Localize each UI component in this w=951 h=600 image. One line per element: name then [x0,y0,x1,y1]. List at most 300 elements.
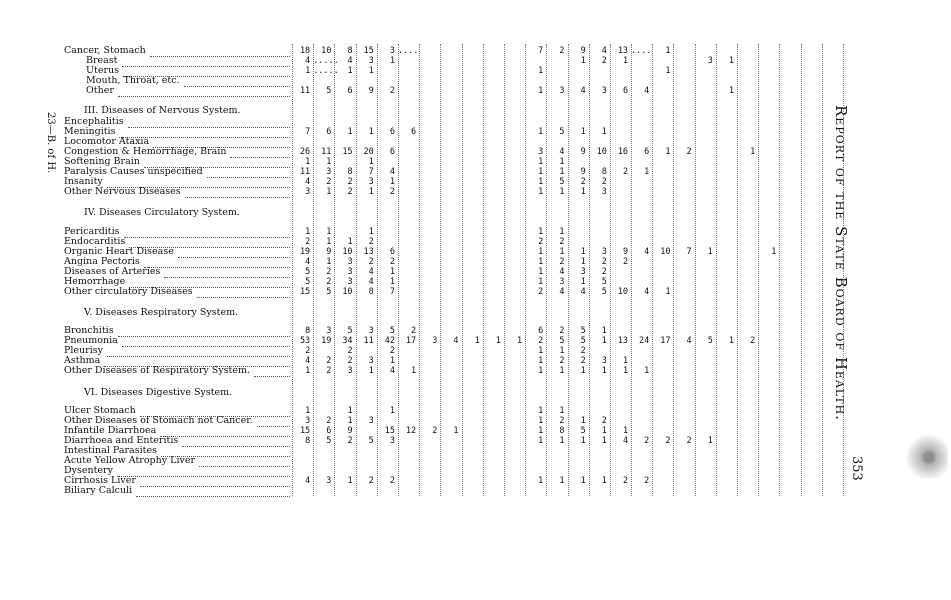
table-cell: 1 [538,267,544,277]
column-rule [779,44,780,496]
table-cell: 3 [326,326,332,336]
row-label: Intestinal Parasites [64,445,157,456]
row-label: Biliary Calculi [64,485,133,496]
table-row [64,486,292,496]
table-cell: 2 [559,46,565,56]
table-cell: 1 [368,157,374,167]
row-label: Asthma [64,355,101,366]
table-cell: 1 [368,127,374,137]
table-cell: 1 [347,476,353,486]
table-cell: 2 [622,167,629,177]
leader-dots [197,287,290,298]
column-rule [716,44,717,496]
table-cell: 2 [368,257,374,267]
table-row [64,287,292,297]
table-cell: 3 [559,86,565,96]
table-cell: 4 [368,267,374,277]
table-cell: 5 [368,436,374,446]
table-cell: 8 [305,436,311,446]
row-label: Organic Heart Disease [64,246,174,257]
table-cell: 3 [538,147,544,157]
column-rule [843,44,844,496]
table-cell: 3 [601,86,607,96]
table-cell: 4 [305,356,311,366]
table-cell: 1 [771,247,777,257]
table-cell: 1 [665,147,671,157]
table-cell: 1 [538,277,544,287]
table-cell: 5 [347,326,353,336]
table-cell: 1 [516,336,523,346]
table-cell: 8 [559,426,565,436]
table-cell: 5 [559,177,565,187]
table-cell: 1 [538,426,544,436]
table-cell: 3 [326,167,332,177]
table-cell: 1 [368,227,374,237]
table-cell: 6 [538,326,544,336]
table-cell: 9 [580,46,586,56]
table-cell: 5 [580,336,586,346]
table-cell: 1 [580,277,586,287]
table-cell: 7 [686,247,692,257]
table-cell: 17 [660,336,671,346]
table-cell: 6 [389,247,395,257]
table-cell: 1 [559,247,565,257]
left-margin-signature: 23—B. of H. [45,112,56,174]
table-cell: 1 [559,167,565,177]
table-cell: 2 [559,356,565,366]
table-cell: 2 [559,237,565,247]
table-cell: 1 [326,227,332,237]
table-cell: 1 [538,247,544,257]
table-cell: 4 [305,476,311,486]
table-cell: 1 [347,66,353,76]
table-cell: 12 [405,426,417,436]
row-label: Ulcer Stomach [64,405,136,416]
table-cell: 1 [622,56,629,66]
row-label: Encephalitis [64,116,124,127]
row-label: Other circulatory Diseases [64,286,193,297]
table-cell: 2 [305,237,311,247]
row-label: Pleurisy [64,345,103,356]
table-cell: 4 [453,336,459,346]
table-cell: 18 [299,46,311,56]
table-cell: 1 [601,426,607,436]
table-cell: 3 [347,267,353,277]
table-cell: 2 [538,237,544,247]
column-rule [631,44,632,496]
table-cell: 1 [728,336,735,346]
table-cell: 1 [538,187,544,197]
table-cell: 1 [559,187,565,197]
table-cell: 1 [538,406,544,416]
column-rule [483,44,484,496]
table-cell: 2 [389,187,395,197]
row-label: Congestion & Hemorrhage, Brain [64,146,227,157]
table-cell: 3 [368,356,374,366]
section-heading: V. Diseases Respiratory System. [84,307,239,318]
table-cell: 4 [559,287,565,297]
table-cell: 20 [363,147,374,157]
table-cell: 42 [384,336,395,346]
table-cell: 2 [644,476,650,486]
table-cell: 2 [368,237,374,247]
table-cell: 15 [384,426,395,436]
table-cell: 1 [474,336,480,346]
table-cell: 3 [389,46,395,56]
row-label: Insanity [64,176,103,187]
table-cell: 1 [665,46,671,56]
table-cell: 8 [601,167,607,177]
ink-smudge [900,432,948,478]
column-rule [504,44,505,496]
table-cell: 6 [622,86,629,96]
table-cell: 3 [347,257,353,267]
table-cell: 1 [580,127,586,137]
table-cell: 4 [305,56,311,66]
table-cell: 2 [538,287,544,297]
table-cell: 2 [622,476,629,486]
table-cell: 1 [580,247,586,257]
table-cell: 8 [347,167,353,177]
table-cell: 5 [326,86,332,96]
table-cell: 11 [299,167,311,177]
table-cell: 1 [347,127,353,137]
table-cell: 15 [299,426,311,436]
table-cell: 3 [347,366,353,376]
table-cell: 2 [580,177,586,187]
table-cell: 2 [347,346,353,356]
section-heading: IV. Diseases Circulatory System. [84,207,240,218]
table-cell: 1 [538,66,544,76]
table-cell: 2 [750,336,756,346]
table-cell: 1 [389,267,395,277]
table-cell: 2 [389,257,395,267]
table-cell: 2 [644,436,650,446]
table-cell: 2 [326,177,332,187]
table-cell: 1 [347,406,353,416]
table-cell: 1 [305,157,311,167]
table-cell: 5 [559,127,565,137]
table-cell: 10 [660,247,671,257]
table-cell: 8 [347,46,353,56]
table-cell: 5 [389,326,395,336]
table-cell: 6 [389,127,395,137]
table-cell: 4 [580,86,586,96]
table-cell: 1 [580,416,586,426]
table-cell: 3 [580,267,586,277]
table-cell: 8 [368,287,374,297]
table-cell: 1 [538,356,544,366]
table-cell: 2 [389,86,395,96]
table-cell: 1 [707,436,713,446]
table-cell: 1 [601,326,607,336]
table-cell: 4 [305,257,311,267]
table-cell: 2 [368,476,374,486]
table-cell: 7 [305,127,311,137]
table-cell: 6 [644,147,650,157]
table-cell: 5 [326,287,332,297]
table-cell: 2 [411,326,417,336]
table-row [64,187,292,197]
section-heading: III. Diseases of Nervous System. [84,105,241,116]
table-cell: 6 [389,147,395,157]
table-cell: 1 [559,227,565,237]
table-cell: 1 [580,476,586,486]
row-label: Uterus [86,65,119,76]
table-cell: 1 [601,127,607,137]
table-cell: 1 [538,436,544,446]
table-cell: 2 [580,346,586,356]
table-cell: .... [397,46,419,56]
table-cell: 7 [538,46,544,56]
table-cell: 5 [601,287,607,297]
table-cell: 1 [707,247,713,257]
table-cell: 2 [559,326,565,336]
table-cell: 1 [538,346,544,356]
table-cell: 4 [644,287,650,297]
table-cell: 1 [305,366,311,376]
table-cell: 9 [622,247,629,257]
table-cell: 6 [347,86,353,96]
table-cell: 34 [342,336,353,346]
table-cell: 1 [644,366,650,376]
table-cell: 1 [305,66,311,76]
table-cell: 2 [538,336,544,346]
table-cell: 1 [728,86,735,96]
leader-dots [136,486,290,497]
table-cell: 2 [559,416,565,426]
table-cell: 10 [596,147,607,157]
table-cell: 1 [580,366,586,376]
table-cell: 17 [405,336,417,346]
table-cell: 4 [580,287,586,297]
table-row [64,86,292,96]
table-cell: 4 [559,147,565,157]
leader-dots [118,86,290,97]
table-cell: 2 [686,436,692,446]
table-cell: 1 [580,257,586,267]
table-cell: 1 [368,366,374,376]
leader-dots [185,187,290,198]
row-label: Pericarditis [64,226,120,237]
table-cell: 1 [538,476,544,486]
table-cell: 1 [622,426,629,436]
row-label: Softening Brain [64,156,140,167]
table-cell: 2 [347,436,353,446]
table-cell: 10 [321,46,332,56]
page-number: 353 [849,456,864,481]
row-label: Other [86,85,114,96]
table-cell: 19 [299,247,311,257]
column-rule [801,44,802,496]
table-cell: 2 [601,177,607,187]
table-cell: 11 [363,336,374,346]
table-cell: 2 [389,346,395,356]
table-cell: 1 [601,436,607,446]
table-cell: 2 [601,416,607,426]
table-cell: 9 [580,167,586,177]
table-cell: 2 [347,356,353,366]
table-cell: 15 [363,46,374,56]
table-cell: 4 [347,56,353,66]
column-rule [822,44,823,496]
table-cell: 10 [342,247,353,257]
table-cell: 4 [368,277,374,287]
table-cell: 2 [347,187,353,197]
row-label: Pneumonia [64,335,118,346]
row-label: Mouth, Throat, etc. [86,75,180,86]
table-cell: .... [631,46,652,56]
table-cell: 1 [538,257,544,267]
table-cell: ..... [313,66,339,76]
table-cell: 1 [538,167,544,177]
table-cell: 3 [432,336,438,346]
table-cell: 3 [707,56,713,66]
table-cell: 1 [750,147,756,157]
table-cell: 13 [363,247,374,257]
table-cell: 9 [368,86,374,96]
table-cell: 1 [538,177,544,187]
table-cell: 1 [559,366,565,376]
table-cell: 1 [347,416,353,426]
table-cell: 1 [644,167,650,177]
table-cell: 1 [559,476,565,486]
table-cell: 2 [601,56,607,66]
row-label: Acute Yellow Atrophy Liver [64,455,196,466]
column-rule [462,44,463,496]
table-cell: 1 [389,177,395,187]
table-cell: 10 [342,287,353,297]
table-cell: 1 [326,187,332,197]
table-cell: 8 [305,326,311,336]
table-cell: 1 [665,66,671,76]
table-cell: 7 [389,287,395,297]
table-cell: 1 [580,187,586,197]
column-rule [695,44,696,496]
table-cell: 3 [347,277,353,287]
table-cell: 4 [601,46,607,56]
table-cell: 1 [305,227,311,237]
row-label: Cancer, Stomach [64,45,146,56]
row-label: Bronchitis [64,325,114,336]
table-cell: 5 [580,326,586,336]
table-cell: 1 [601,336,607,346]
row-label: Paralysis Causes unspecified [64,166,203,177]
table-cell: ..... [313,56,339,66]
table-cell: 1 [580,436,586,446]
table-cell: 4 [622,436,629,446]
table-cell: 1 [559,157,565,167]
table-cell: 13 [617,336,629,346]
table-cell: 1 [326,237,332,247]
column-rule [737,44,738,496]
table-cell: 3 [601,356,607,366]
table-cell: 3 [601,247,607,257]
table-cell: 2 [326,356,332,366]
table-cell: 1 [538,157,544,167]
table-cell: 2 [389,476,395,486]
row-label: Meningitis [64,126,116,137]
row-label: Other Nervous Diseases [64,186,181,197]
table-cell: 1 [538,366,544,376]
table-cell: 2 [559,257,565,267]
table-row [64,366,292,376]
table-cell: 4 [389,167,395,177]
column-rule [758,44,759,496]
table-cell: 1 [559,346,565,356]
table-cell: 5 [305,267,311,277]
table-cell: 2 [665,436,671,446]
table-cell: 2 [326,416,332,426]
table-cell: 1 [453,426,459,436]
table-cell: 11 [321,147,332,157]
table-cell: 1 [347,237,353,247]
row-label: Endocarditis [64,236,126,247]
table-cell: 6 [411,127,417,137]
table-cell: 11 [299,86,311,96]
table-cell: 4 [686,336,692,346]
table-cell: 2 [686,147,692,157]
table-cell: 2 [622,257,629,267]
table-cell: 26 [299,147,311,157]
table-cell: 1 [368,66,374,76]
table-cell: 2 [601,267,607,277]
table-cell: 2 [432,426,438,436]
section-heading: VI. Diseases Digestive System. [84,387,233,398]
table-cell: 4 [559,267,565,277]
table-cell: 1 [538,86,544,96]
table-cell: 16 [617,147,629,157]
table-cell: 3 [368,416,374,426]
table-cell: 1 [622,366,629,376]
table-cell: 4 [644,86,650,96]
table-cell: 15 [342,147,353,157]
table-cell: 2 [580,356,586,366]
table-cell: 3 [368,56,374,66]
table-cell: 1 [559,406,565,416]
table-cell: 1 [326,257,332,267]
row-label: Dysentery [64,465,113,476]
table-cell: 7 [368,167,374,177]
row-label: Hemorrhage [64,276,126,287]
table-cell: 1 [411,366,417,376]
table-cell: 3 [326,476,332,486]
table-cell: 1 [389,356,395,366]
table-cell: 1 [665,287,671,297]
table-cell: 1 [389,406,395,416]
table-cell: 19 [321,336,332,346]
table-cell: 5 [580,426,586,436]
table-cell: 5 [305,277,311,287]
table-cell: 5 [707,336,713,346]
table-cell: 9 [326,247,332,257]
table-cell: 1 [368,187,374,197]
table-cell: 53 [299,336,311,346]
row-label: Cirrhosis Liver [64,475,136,486]
table-cell: 4 [305,177,311,187]
table-cell: 9 [580,147,586,157]
table-cell: 1 [389,56,395,66]
table-cell: 13 [617,46,629,56]
row-label: Other Diseases of Stomach not Cancer. [64,415,253,426]
table-cell: 2 [601,257,607,267]
column-rule [673,44,674,496]
table-cell: 5 [601,277,607,287]
table-cell: 3 [305,416,311,426]
running-header: Report of the State Board of Health. [832,105,850,422]
table-cell: 3 [601,187,607,197]
row-label: Other Diseases of Respiratory System. [64,365,251,376]
